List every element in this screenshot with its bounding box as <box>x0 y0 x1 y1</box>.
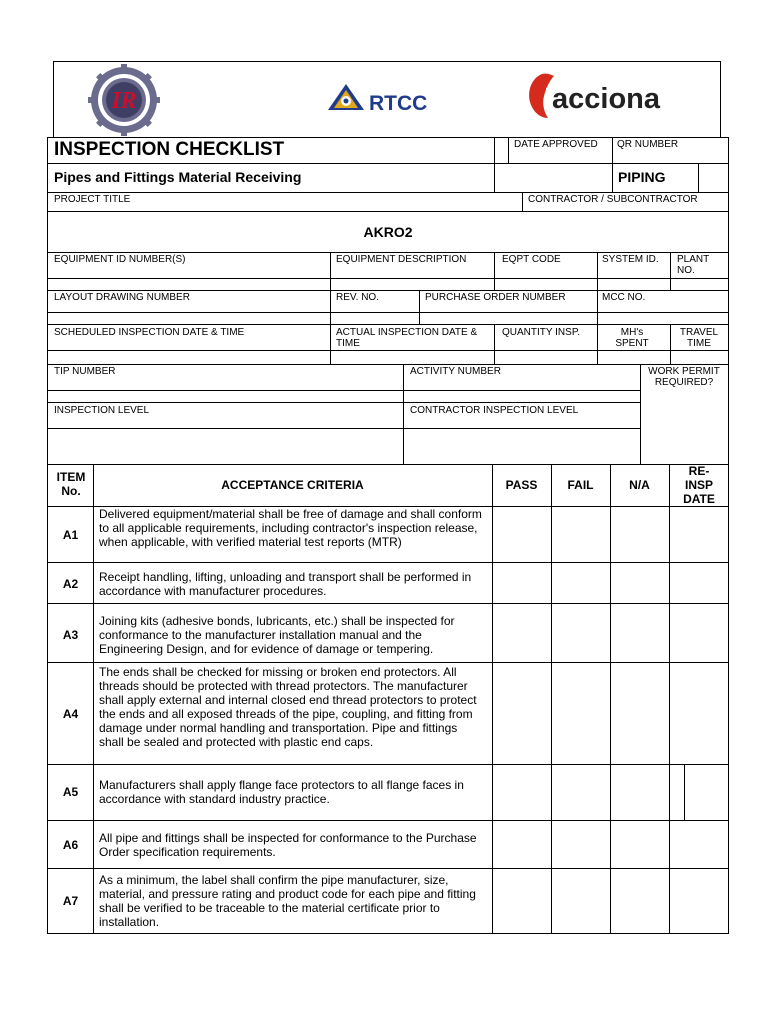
table-row-item: A5 <box>62 785 79 799</box>
checklist-subtitle: Pipes and Fittings Material Receiving <box>54 169 302 185</box>
table-row-criteria: Joining kits (adhesive bonds, lubricants, etc.) shall be inspected for conformance to the manufacturer installation manual and the Engineering Design, and for evidence of damage or tempering. <box>99 614 455 656</box>
plant-no-label: PLANT NO. <box>677 254 710 276</box>
eqpt-code-label: EQPT CODE <box>502 254 561 265</box>
contractor-label: CONTRACTOR / SUBCONTRACTOR <box>528 194 698 205</box>
travel-time-label: TRAVEL TIME <box>679 327 719 349</box>
discipline-label: PIPING <box>618 169 666 185</box>
table-row-criteria: Receipt handling, lifting, unloading and transport shall be performed in accordance with manufacturer procedures. <box>99 570 472 598</box>
col-pass-header: PASS <box>505 478 538 492</box>
col-na-header: N/A <box>629 478 650 492</box>
project-title-label: PROJECT TITLE <box>54 194 131 205</box>
table-row-item: A1 <box>62 528 79 542</box>
col-item-header: ITEM No. <box>56 470 86 498</box>
table-row-criteria: The ends shall be checked for missing or broken end protectors. All threads should be protected with thread protectors. The manufacturer shall apply external and internal closed end thread protectors to protect the ends and all exposed threads of the pipe, coupling, and fitting from damage under normal handling and transportation. Pipe and fittings shall be sealed and protected with plastic end caps. <box>99 665 477 749</box>
actual-inspection-label: ACTUAL INSPECTION DATE & TIME <box>336 327 478 349</box>
rtcc-logo <box>326 82 446 116</box>
quantity-insp-label: QUANTITY INSP. <box>502 327 580 338</box>
ir-logo <box>80 64 168 136</box>
col-reinsp-header: RE-INSP DATE <box>683 464 715 506</box>
col-fail-header: FAIL <box>567 478 594 492</box>
table-row-item: A4 <box>62 707 79 721</box>
purchase-order-label: PURCHASE ORDER NUMBER <box>425 292 566 303</box>
acciona-logo <box>524 70 702 122</box>
table-row-item: A2 <box>62 577 79 591</box>
table-row-criteria: As a minimum, the label shall confirm the pipe manufacturer, size, material, and pressure rating and product code for each pipe and fitting shall be verified to be traceable to the material certificate prior to installation. <box>99 873 476 929</box>
table-row-criteria: Manufacturers shall apply flange face protectors to all flange faces in accordance with standard industry practice. <box>99 778 464 806</box>
mcc-no-label: MCC NO. <box>602 292 646 303</box>
scheduled-inspection-label: SCHEDULED INSPECTION DATE & TIME <box>54 327 245 338</box>
table-row-item: A7 <box>62 894 79 908</box>
checklist-title: INSPECTION CHECKLIST <box>54 139 285 160</box>
rtcc-logo-text: RTCC <box>369 92 428 115</box>
project-value: AKRO2 <box>363 224 413 240</box>
rev-no-label: REV. NO. <box>336 292 379 303</box>
qr-number-label: QR NUMBER <box>617 139 679 150</box>
table-row-item: A6 <box>62 838 79 852</box>
acciona-logo-text: acciona <box>552 83 660 115</box>
mhs-spent-label: MH's SPENT <box>615 327 649 349</box>
date-approved-label: DATE APPROVED <box>514 139 598 150</box>
contractor-inspection-level-label: CONTRACTOR INSPECTION LEVEL <box>410 405 579 416</box>
layout-drawing-label: LAYOUT DRAWING NUMBER <box>54 292 190 303</box>
equipment-description-label: EQUIPMENT DESCRIPTION <box>336 254 467 265</box>
activity-number-label: ACTIVITY NUMBER <box>410 366 501 377</box>
equipment-id-label: EQUIPMENT ID NUMBER(S) <box>54 254 186 265</box>
system-id-label: SYSTEM ID. <box>602 254 659 265</box>
table-row-item: A3 <box>62 628 79 642</box>
col-criteria-header: ACCEPTANCE CRITERIA <box>221 478 364 492</box>
table-row-criteria: All pipe and fittings shall be inspected for conformance to the Purchase Order specification requirements. <box>99 831 477 859</box>
inspection-level-label: INSPECTION LEVEL <box>54 405 150 416</box>
work-permit-label: WORK PERMIT REQUIRED? <box>648 366 720 388</box>
ir-logo-text: IR <box>111 88 137 114</box>
table-row-criteria: Delivered equipment/material shall be free of damage and shall conform to all applicable requirements, including contractor's inspection release, when applicable, with verified material test reports (MTR) <box>99 507 482 549</box>
tip-number-label: TIP NUMBER <box>54 366 116 377</box>
